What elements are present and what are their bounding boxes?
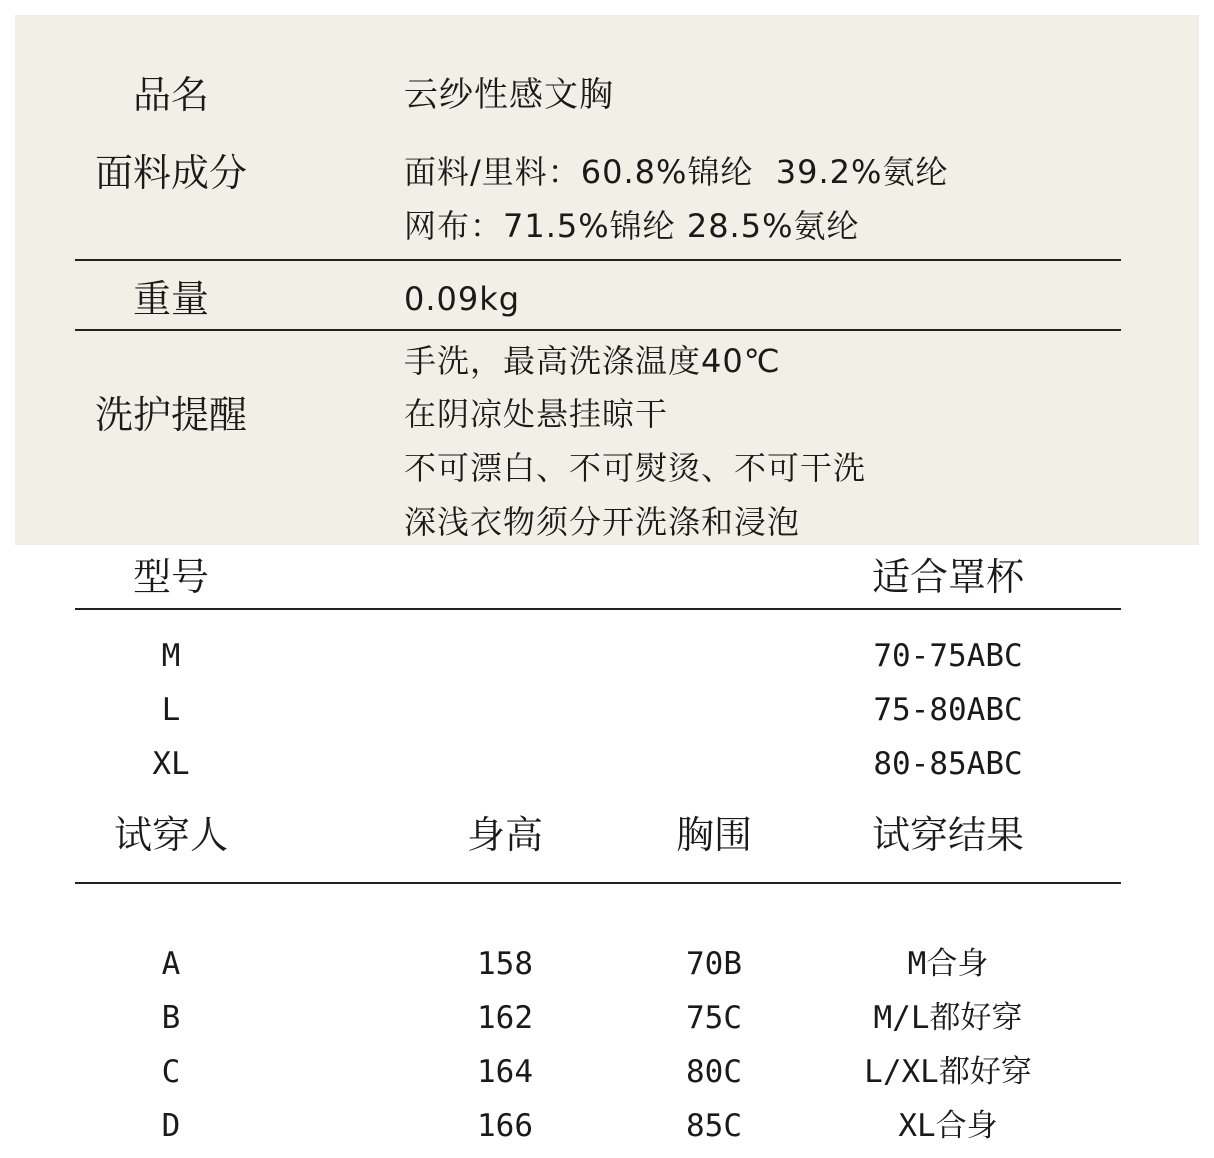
- size-row-cup: 75-80ABC: [873, 692, 1023, 728]
- trial-row-person: B: [161, 1000, 181, 1036]
- trial-row-person: A: [161, 946, 181, 982]
- trial-row-bust: 70B: [686, 946, 742, 982]
- size-header-cup: 适合罩杯: [871, 555, 1025, 599]
- divider: [75, 882, 1121, 884]
- divider: [75, 259, 1121, 261]
- care-label: 洗护提醒: [94, 393, 248, 437]
- size-row-size: XL: [152, 746, 190, 782]
- trial-row-height: 162: [477, 1000, 533, 1036]
- trial-header-height: 身高: [466, 813, 544, 857]
- product-name-value: 云纱性感文胸: [404, 75, 614, 115]
- divider: [75, 608, 1121, 610]
- fabric-label: 面料成分: [94, 151, 248, 195]
- trial-row-person: C: [161, 1054, 181, 1090]
- trial-row-result: XL合身: [898, 1108, 998, 1144]
- care-line-3: 不可漂白、不可熨烫、不可干洗: [404, 449, 867, 487]
- size-row-size: M: [161, 638, 181, 674]
- trial-row-result: M/L都好穿: [873, 1000, 1023, 1036]
- trial-header-bust: 胸围: [675, 813, 753, 857]
- trial-header-result: 试穿结果: [871, 813, 1025, 857]
- trial-row-result: M合身: [907, 946, 989, 982]
- fabric-line-2: 网布：71.5%锦纶 28.5%氨纶: [404, 207, 860, 245]
- trial-row-bust: 80C: [686, 1054, 742, 1090]
- care-line-2: 在阴凉处悬挂晾干: [404, 395, 669, 433]
- care-line-4: 深浅衣物须分开洗涤和浸泡: [404, 503, 801, 541]
- size-row-cup: 70-75ABC: [873, 638, 1023, 674]
- trial-header-person: 试穿人: [113, 813, 229, 857]
- trial-row-result: L/XL都好穿: [864, 1054, 1032, 1090]
- product-name-label: 品名: [132, 73, 210, 117]
- trial-row-bust: 75C: [686, 1000, 742, 1036]
- trial-row-person: D: [161, 1108, 181, 1144]
- fabric-line-1: 面料/里料：60.8%锦纶 39.2%氨纶: [404, 153, 949, 191]
- weight-label: 重量: [132, 277, 210, 321]
- divider: [75, 329, 1121, 331]
- care-line-1: 手洗，最高洗涤温度40℃: [404, 342, 781, 380]
- size-row-size: L: [161, 692, 181, 728]
- trial-row-height: 158: [477, 946, 533, 982]
- weight-value: 0.09kg: [404, 280, 521, 318]
- size-row-cup: 80-85ABC: [873, 746, 1023, 782]
- size-header-model: 型号: [132, 555, 210, 599]
- trial-row-bust: 85C: [686, 1108, 742, 1144]
- trial-row-height: 166: [477, 1108, 533, 1144]
- trial-row-height: 164: [477, 1054, 533, 1090]
